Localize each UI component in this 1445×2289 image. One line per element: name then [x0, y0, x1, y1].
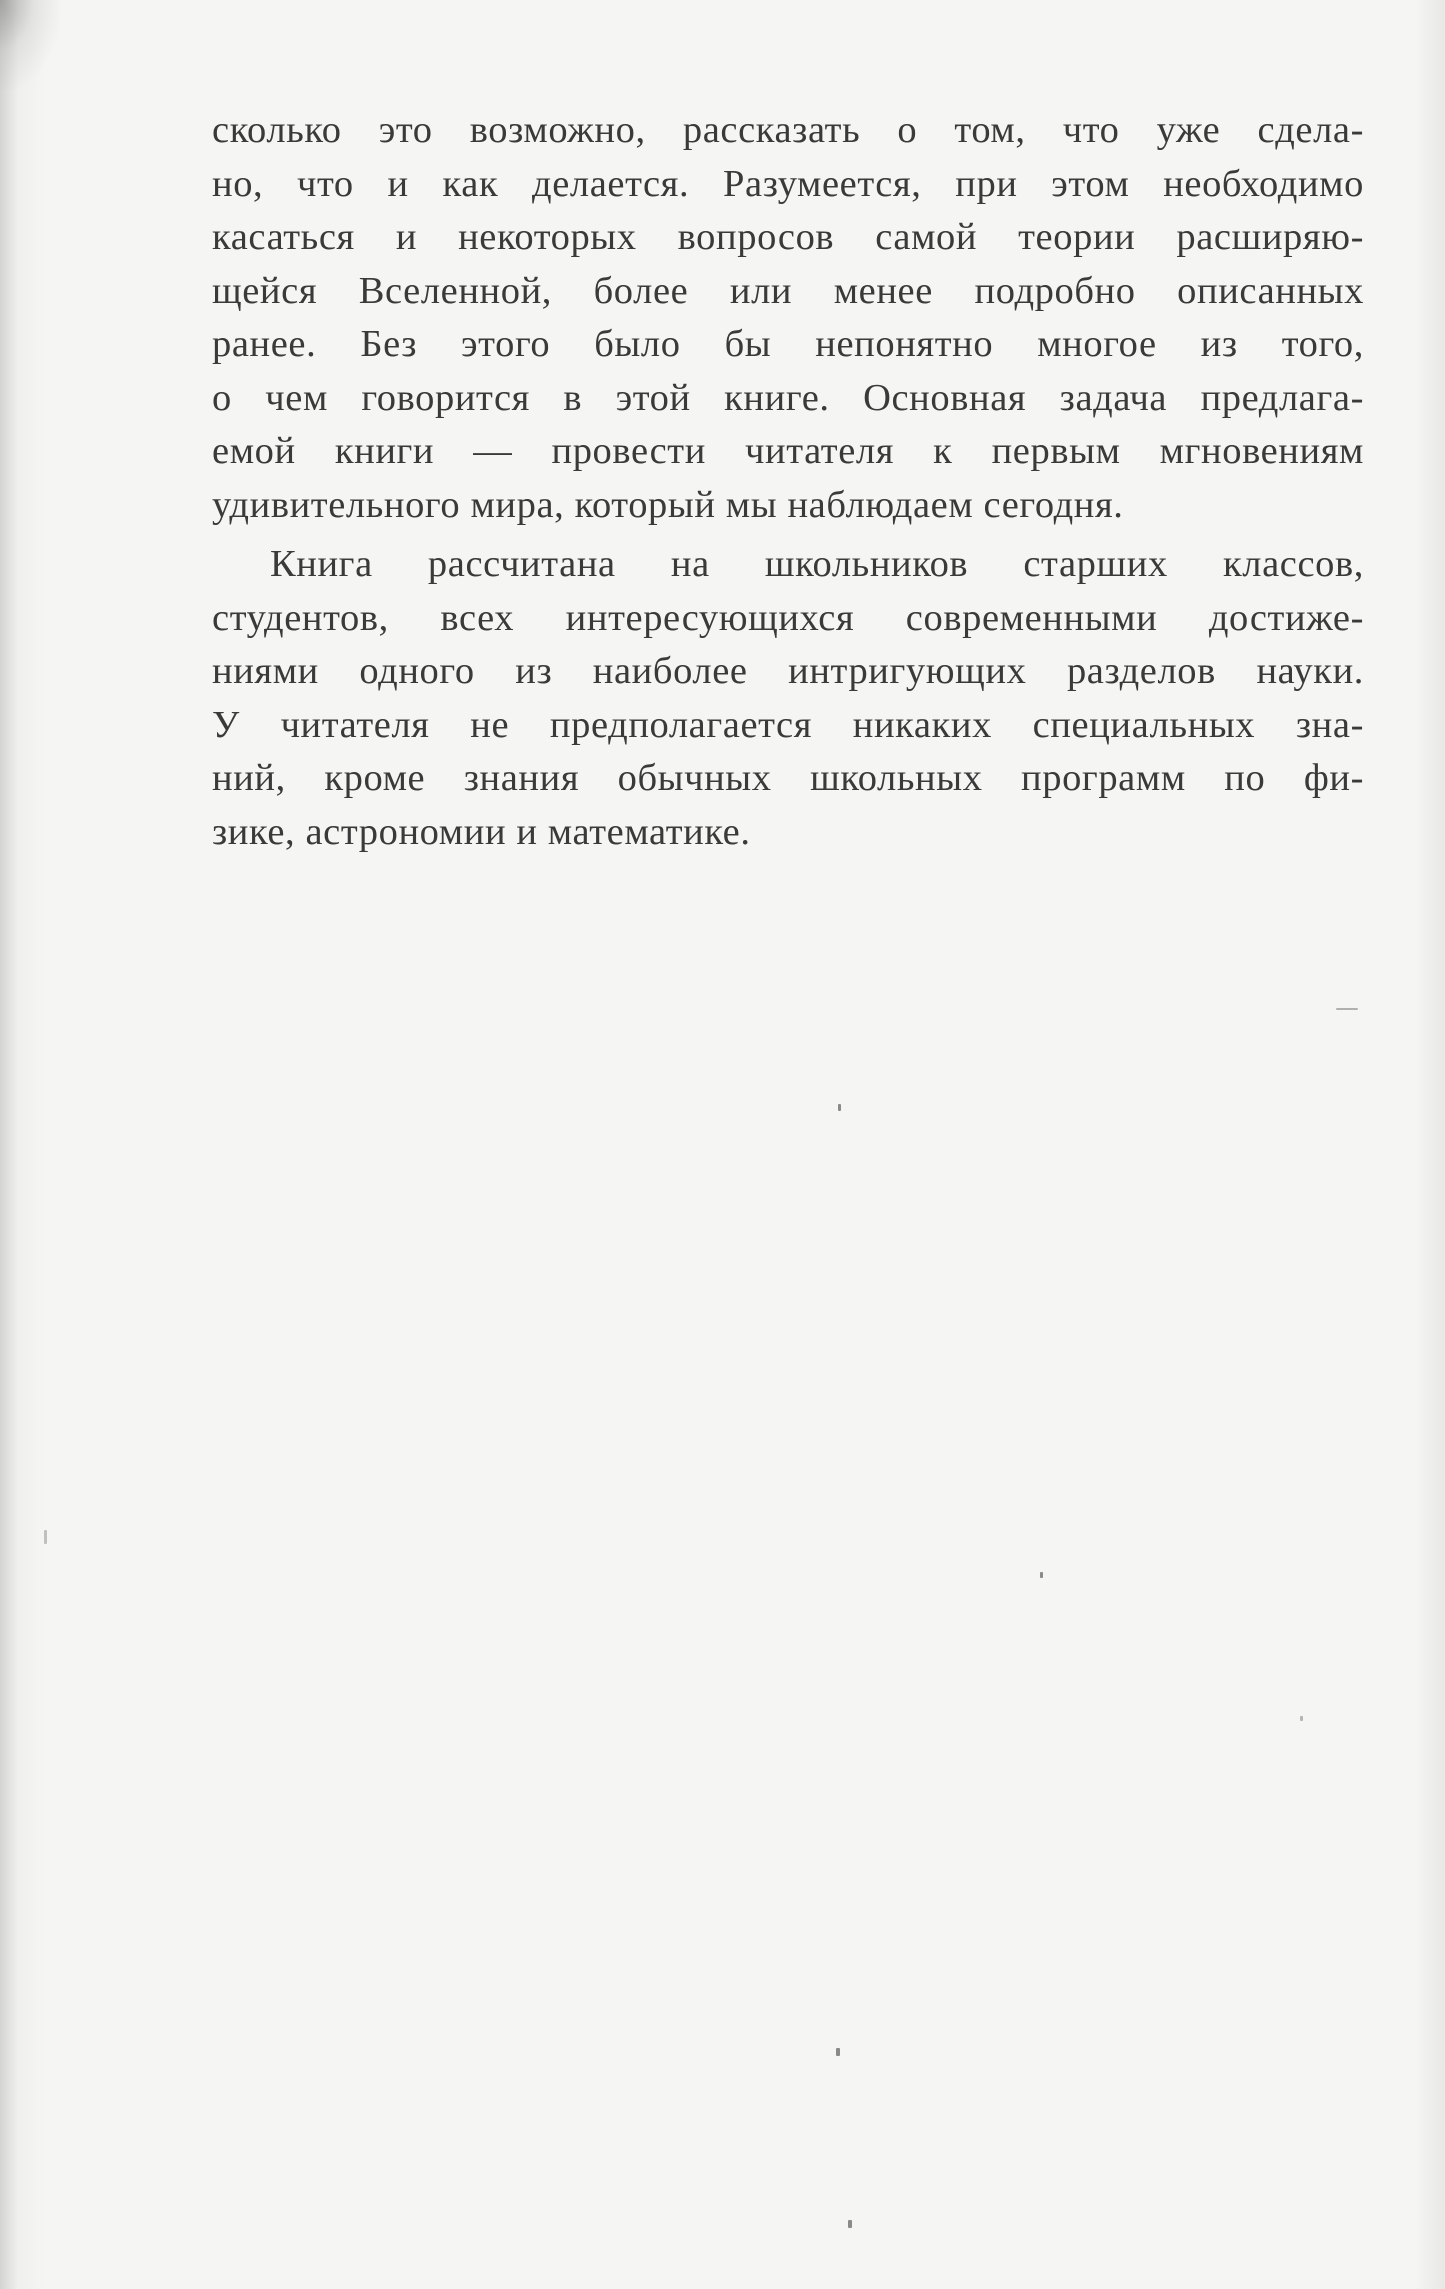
- text-line: касаться и некоторых вопросов самой теории расширяю-: [212, 216, 1364, 258]
- paragraph-2: [212, 538, 1364, 859]
- page-text: [212, 104, 1364, 859]
- text-line: У читателя не предполагается никаких специальных зна-: [212, 703, 1364, 746]
- text-line: но, что и как делается. Разумеется, при этом необходимо: [212, 162, 1364, 205]
- text-line: ранее. Без этого было бы непонятно многое из того,: [212, 323, 1364, 365]
- scan-speck: [838, 1104, 841, 1111]
- scan-speck: [44, 1530, 47, 1544]
- text-line: ний, кроме знания обычных школьных программ по фи-: [212, 757, 1364, 799]
- paragraph-1: [212, 104, 1364, 532]
- text-line: сколько это возможно, рассказать о том, что уже сдела-: [212, 109, 1364, 151]
- scan-speck: [836, 2048, 840, 2056]
- text-line: студентов, всех интересующихся современными достиже-: [212, 596, 1364, 639]
- text-line: ниями одного из наиболее интригующих разделов науки.: [212, 650, 1364, 692]
- text-line: о чем говорится в этой книге. Основная задача предлага-: [212, 376, 1364, 419]
- scan-speck: [1300, 1716, 1303, 1721]
- scan-speck: [848, 2220, 852, 2228]
- text-line: удивительного мира, который мы наблюдаем сегодня.: [212, 483, 1124, 526]
- scan-speck: [1040, 1572, 1043, 1578]
- text-line: зике, астрономии и математике.: [212, 810, 751, 853]
- scan-speck: [1336, 1008, 1358, 1010]
- text-line: Книга рассчитана на школьников старших классов,: [270, 543, 1364, 585]
- text-line: емой книги — провести читателя к первым мгновениям: [212, 430, 1364, 472]
- page-corner-shadow: [0, 0, 60, 90]
- text-line: щейся Вселенной, более или менее подробно описанных: [212, 269, 1364, 312]
